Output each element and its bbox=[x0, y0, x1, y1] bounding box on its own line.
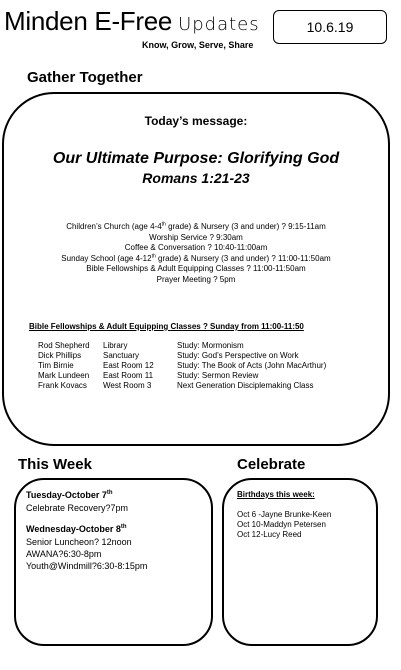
date-text: 10.6.19 bbox=[306, 19, 354, 35]
class-study: Study: The Book of Acts (John MacArthur) bbox=[177, 361, 327, 370]
class-room: East Room 12 bbox=[103, 361, 154, 370]
schedule-list bbox=[4, 222, 388, 285]
class-room: Sanctuary bbox=[103, 351, 140, 360]
class-room: East Room 11 bbox=[103, 371, 154, 380]
class-study: Study: God’s Perspective on Work bbox=[177, 351, 299, 360]
table-row bbox=[38, 341, 326, 351]
birthday-item: Oct 10-Maddyn Petersen bbox=[237, 520, 326, 529]
celebrate-box bbox=[222, 478, 378, 646]
schedule-item: Children’s Church (age 4-4th grade) & Nursery (3 and under) ? 9:15-11am bbox=[66, 221, 326, 231]
class-leader: Mark Lundeen bbox=[38, 371, 90, 380]
event-item: Senior Luncheon? 12noon bbox=[26, 537, 132, 547]
schedule-item: Bible Fellowships & Adult Equipping Classes ? 11:00-11:50am bbox=[86, 264, 306, 273]
event-item: AWANA?6:30-8pm bbox=[26, 549, 102, 559]
class-table bbox=[38, 341, 326, 391]
schedule-item: Prayer Meeting ? 5pm bbox=[156, 274, 236, 284]
celebrate-heading: Celebrate bbox=[237, 456, 306, 473]
birthdays-label: Birthdays this week: bbox=[237, 490, 315, 499]
message-label: Today’s message: bbox=[144, 114, 248, 128]
class-study: Study: Mormonism bbox=[177, 341, 244, 350]
birthday-item: Oct 6 -Jayne Brunke-Keen bbox=[237, 510, 332, 519]
event-item: Youth@Windmill?6:30-8:15pm bbox=[26, 561, 148, 571]
class-leader: Rod Shepherd bbox=[38, 341, 90, 350]
event-item: Celebrate Recovery?7pm bbox=[26, 503, 129, 513]
event-day: Tuesday-October 7th bbox=[26, 490, 113, 500]
schedule-item: Worship Service ? 9:30am bbox=[149, 232, 243, 242]
table-row bbox=[38, 381, 326, 391]
table-row bbox=[38, 361, 326, 371]
table-row bbox=[38, 351, 326, 361]
class-leader: Frank Kovacs bbox=[38, 381, 87, 390]
table-row bbox=[38, 371, 326, 381]
schedule-item: Sunday School (age 4-12th grade) & Nursery (3 and under) ? 11:00-11:50am bbox=[61, 252, 331, 263]
this-week-heading: This Week bbox=[18, 456, 92, 473]
this-week-box bbox=[14, 478, 213, 646]
newsletter-title: Minden E-Free Updates bbox=[4, 6, 260, 36]
gather-heading: Gather Together bbox=[27, 69, 143, 86]
date-box bbox=[273, 10, 387, 44]
sermon-reference: Romans 1:21-23 bbox=[142, 170, 250, 186]
class-study: Study: Sermon Review bbox=[177, 371, 259, 380]
class-room: West Room 3 bbox=[103, 381, 152, 390]
class-leader: Dick Phillips bbox=[38, 351, 82, 360]
tagline: Know, Grow, Serve, Share bbox=[142, 40, 254, 50]
class-room: Library bbox=[103, 341, 128, 350]
gather-box bbox=[2, 92, 390, 446]
sermon-title: Our Ultimate Purpose: Glorifying God bbox=[52, 150, 340, 167]
event-day: Wednesday-October 8th bbox=[26, 524, 127, 534]
birthday-item: Oct 12-Lucy Reed bbox=[237, 530, 302, 539]
title-suffix: Updates bbox=[178, 14, 260, 35]
class-study: Next Generation Disciplemaking Class bbox=[177, 381, 314, 390]
bible-fellowship-heading: Bible Fellowships & Adult Equipping Classes ? Sunday from 11:00-11:50 bbox=[29, 322, 304, 331]
schedule-item: Coffee & Conversation ? 10:40-11:00am bbox=[124, 243, 268, 252]
class-leader: Tim Birnie bbox=[38, 361, 74, 370]
